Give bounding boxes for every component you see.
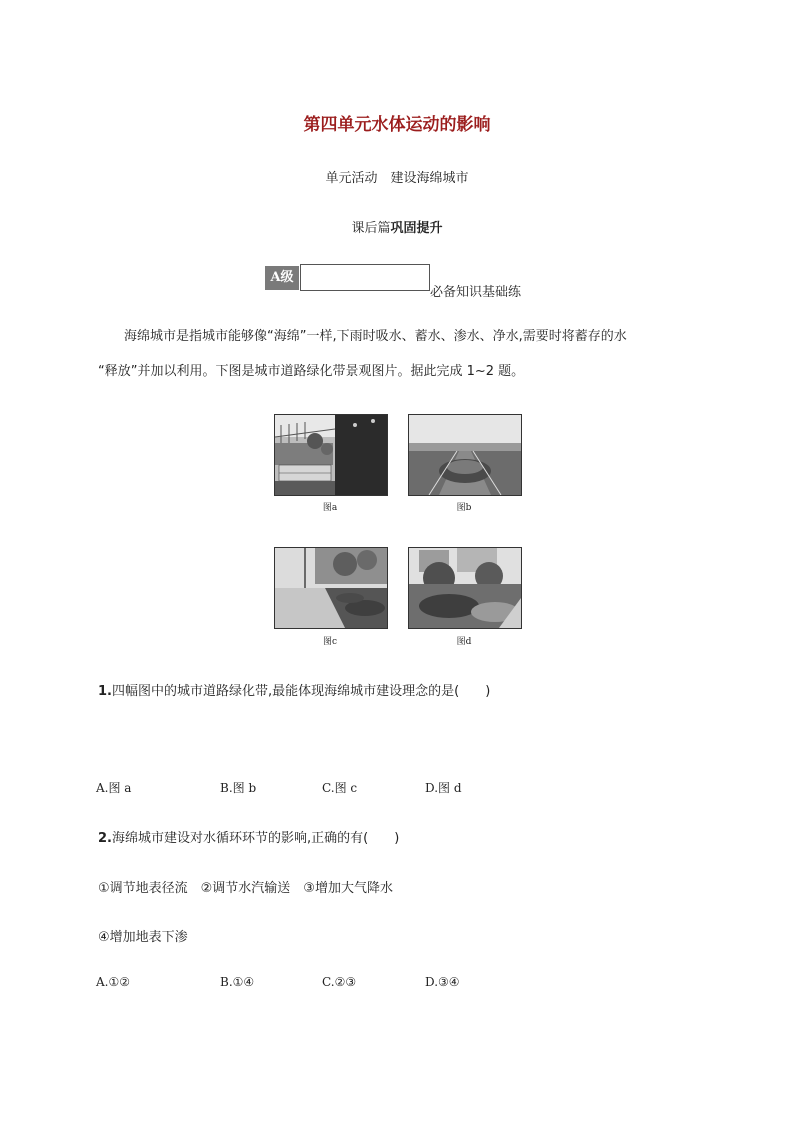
unit-activity-subtitle: 单元活动 建设海绵城市 xyxy=(325,171,469,186)
question-2-text: 海绵城市建设对水循环环节的影响,正确的有( ) xyxy=(111,831,400,846)
question-1-text: 四幅图中的城市道路绿化带,最能体现海绵城市建设理念的是( ) xyxy=(111,684,491,699)
q1-option-d[interactable]: D.图 d xyxy=(425,781,462,795)
q2-option-a[interactable]: A.①② xyxy=(96,975,130,989)
question-1 xyxy=(98,680,490,699)
figure-b-caption: 图b xyxy=(456,503,472,513)
question-2 xyxy=(98,827,399,846)
figure-b-photo xyxy=(408,414,522,496)
intro-line-1: 海绵城市是指城市能够像“海绵”一样,下雨时吸水、蓄水、渗水、净水,需要时将蓄存的水 xyxy=(124,329,627,344)
q2-option-b[interactable]: B.①④ xyxy=(220,975,255,989)
level-label: 必备知识基础练 xyxy=(430,285,522,300)
figure-a-caption: 图a xyxy=(322,503,338,513)
figure-d-caption: 图d xyxy=(456,637,472,647)
q1-option-c[interactable]: C.图 c xyxy=(322,781,358,795)
section-prefix: 课后篇 xyxy=(351,221,391,236)
level-badge: A级 xyxy=(265,266,299,290)
question-2-items-line-2: ④增加地表下渗 xyxy=(98,930,188,945)
figure-c-caption: 图c xyxy=(322,637,338,647)
q2-option-d[interactable]: D.③④ xyxy=(425,975,460,989)
figure-c-photo xyxy=(274,547,388,629)
q1-option-a[interactable]: A.图 a xyxy=(96,781,132,795)
figure-d-photo xyxy=(408,547,522,629)
level-box xyxy=(300,264,430,291)
section-emphasis: 巩固提升 xyxy=(390,221,443,236)
question-2-items-line-1: ①调节地表径流 ②调节水汽输送 ③增加大气降水 xyxy=(98,881,393,896)
question-1-number: 1. xyxy=(98,684,112,699)
section-heading xyxy=(0,217,794,236)
intro-line-2: “释放”并加以利用。下图是城市道路绿化带景观图片。据此完成 1~2 题。 xyxy=(98,364,525,379)
q2-option-c[interactable]: C.②③ xyxy=(322,975,357,989)
q1-option-b[interactable]: B.图 b xyxy=(220,781,257,795)
question-2-number: 2. xyxy=(98,831,112,846)
page-title: 第四单元水体运动的影响 xyxy=(303,115,491,135)
figure-a-photo xyxy=(274,414,388,496)
